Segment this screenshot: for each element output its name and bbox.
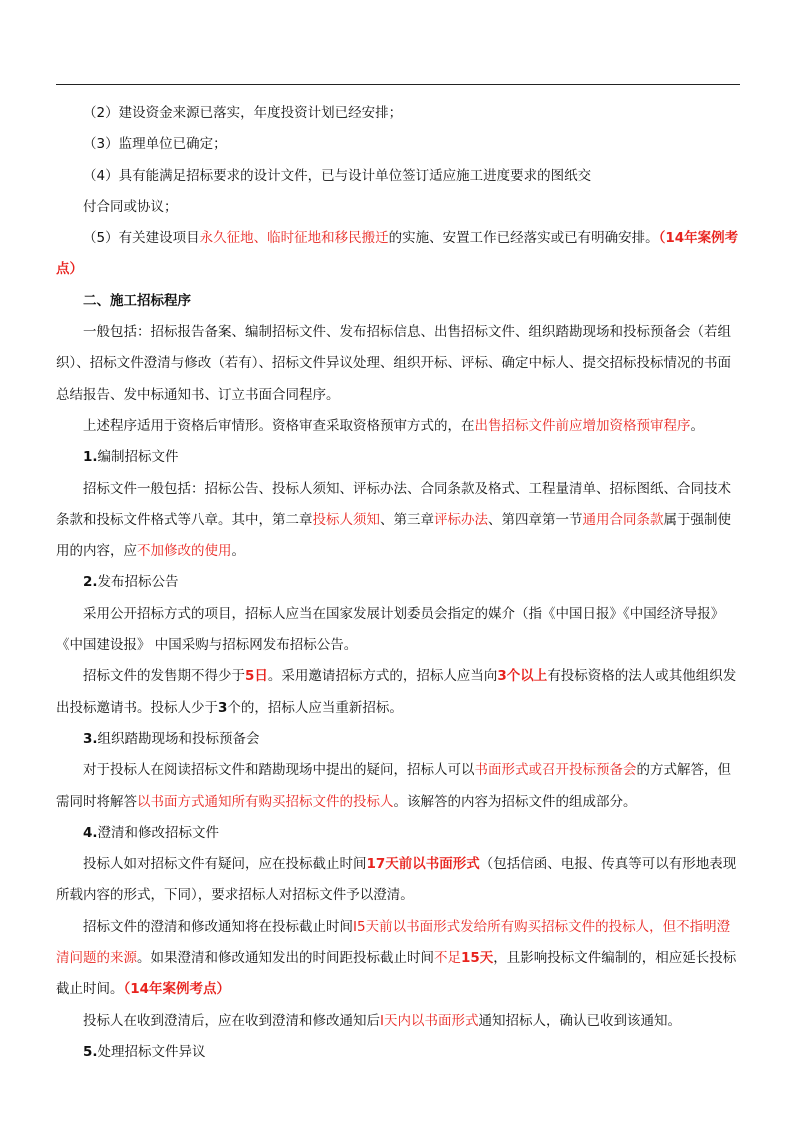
paragraph: （3）监理单位已确定； (83, 136, 227, 153)
heading-number: 2. (83, 574, 98, 591)
highlight-text: 投标人须知 (312, 511, 380, 528)
paragraph: 付合同或协议； (83, 198, 178, 215)
text: 的方式解答，但需同时将解答 (56, 762, 731, 810)
paragraph: （4）具有能满足招标要求的设计文件，已与设计单位签订适应施工进度要求的图纸交 (83, 167, 592, 184)
exam-note: （14年案例考点） (123, 981, 231, 998)
text: 、第四章第一节 (488, 511, 583, 528)
document-body (56, 98, 740, 1068)
highlight-text: 通用合同条款 (582, 511, 664, 528)
highlight-text: 书面形式或召开投标预备会 (474, 762, 637, 779)
heading-number: 4. (83, 824, 98, 841)
text: 的实施、安置工作已经落实或已有明确安排。 (388, 230, 659, 247)
highlight-text: 3个以上 (497, 668, 548, 685)
heading-text: 澄清和修改招标文件 (97, 824, 220, 841)
text: 招标文件的发售期不得少于 (83, 668, 245, 685)
highlight-text: 17天前以书面形式 (366, 856, 480, 873)
paragraph (56, 755, 740, 818)
text: 对于投标人在阅读招标文件和踏勘现场中提出的疑问，招标人可以 (83, 762, 475, 779)
text: 个的，招标人应当重新招标。 (227, 699, 403, 716)
text: 。如果澄清和修改通知发出的时间距投标截止时间 (137, 950, 434, 967)
text: 有投标资格的法人或其他组织发出投标邀请书。投标人少于 (56, 668, 737, 716)
text: （5）有关建设项目 (83, 230, 200, 247)
paragraph (56, 474, 740, 568)
heading-number: 3. (83, 730, 98, 747)
paragraph (56, 223, 740, 286)
paragraph (56, 912, 740, 1006)
heading-number: 5. (83, 1043, 98, 1060)
text: 。 (690, 417, 704, 434)
heading-text: 发布招标公告 (97, 574, 179, 591)
subsection-heading (56, 567, 740, 598)
highlight-text: 不加修改的使用 (137, 543, 232, 560)
highlight-text: I天内以书面形式 (380, 1012, 479, 1029)
highlight-text: 不足 (434, 950, 461, 967)
subsection-heading (56, 442, 740, 473)
paragraph (56, 661, 740, 724)
highlight-text: 5日 (245, 668, 268, 685)
section-heading: 二、施工招标程序 (83, 292, 191, 309)
text: 投标人在收到澄清后，应在收到澄清和修改通知后 (83, 1012, 380, 1029)
text: 通知招标人，确认已收到该通知。 (478, 1012, 681, 1029)
highlight-text: I5天前以书面形式发给所有购买招标文件的投标人，但不指明澄清问题的来源 (56, 918, 731, 967)
text: 、第三章 (380, 511, 434, 528)
exam-note: （14年案例考点） (56, 230, 739, 278)
header-rule (56, 84, 740, 85)
subsection-heading (56, 1037, 740, 1068)
heading-text: 编制招标文件 (97, 449, 179, 466)
text: （包括信函、电报、传真等可以有形地表现所载内容的形式，下同），要求招标人对招标文件予以澄清。 (56, 856, 737, 904)
paragraph: 采用公开招标方式的项目，招标人应当在国家发展计划委员会指定的媒介（指《中国日报》《中国经济导报》《中国建设报》 中国采购与招标网发布招标公告。 (56, 605, 725, 654)
paragraph (56, 849, 740, 912)
text: 。 (231, 543, 245, 560)
heading-text: 组织踏勘现场和投标预备会 (97, 730, 260, 747)
paragraph (56, 1006, 740, 1037)
highlight-text: 出售招标文件前应增加资格预审程序 (474, 417, 691, 434)
number-text: 3 (218, 699, 228, 716)
paragraph: （2）建设资金来源已落实，年度投资计划已经安排； (83, 105, 403, 121)
text: 。该解答的内容为招标文件的组成部分。 (393, 793, 637, 810)
highlight-text: 永久征地、临时征地和移民搬迁 (199, 230, 389, 247)
paragraph: 一般包括：招标报告备案、编制招标文件、发布招标信息、出售招标文件、组织踏勘现场和投标预备会（若组织）、招标文件澄清与修改（若有）、招标文件异议处理、组织开标、评标、确定中标人、提交招标投标情况的书面总结报告、发中标通知书、订立书面合同程序。 (56, 324, 731, 403)
text: 上述程序适用于资格后审情形。资格审查采取资格预审方式的，在 (83, 417, 475, 434)
highlight-text: 以书面方式通知所有购买招标文件的投标人 (137, 793, 394, 810)
heading-text: 处理招标文件异议 (97, 1043, 206, 1060)
subsection-heading (56, 818, 740, 849)
highlight-text: 15天 (461, 950, 494, 967)
subsection-heading (56, 724, 740, 755)
paragraph (56, 411, 740, 442)
text: 。采用邀请招标方式的，招标人应当向 (267, 668, 498, 685)
text: 属于强制使用的内容，应 (56, 511, 731, 560)
text: 招标文件的澄清和修改通知将在投标截止时间 (83, 918, 353, 935)
text: 投标人如对招标文件有疑问，应在投标截止时间 (83, 856, 367, 873)
text: ，且影响投标文件编制的，相应延长投标截止时间。 (56, 950, 737, 998)
text: 招标文件一般包括：招标公告、投标人须知、评标办法、合同条款及格式、工程量清单、招标图纸、合同技术条款和投标文件格式等八章。其中，第二章 (56, 480, 731, 528)
heading-number: 1. (83, 449, 98, 466)
highlight-text: 评标办法 (434, 511, 488, 528)
